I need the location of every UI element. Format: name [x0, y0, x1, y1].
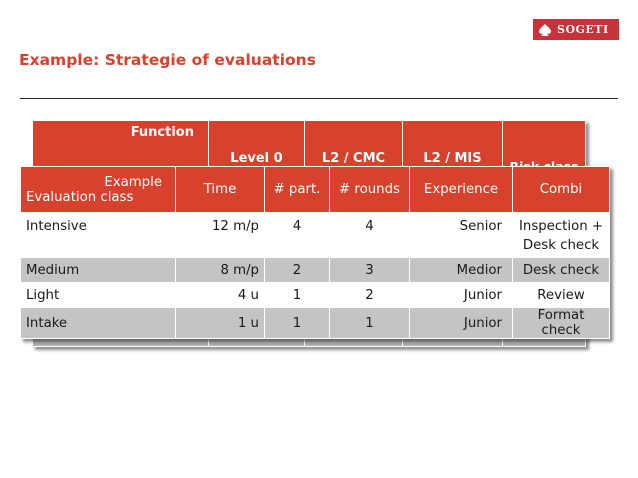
- cell-rounds: 4: [330, 213, 410, 258]
- corner-header: [21, 167, 176, 213]
- cell-time: 4 u: [176, 283, 265, 308]
- cell-participants: 4: [265, 213, 330, 258]
- cell-class: Light: [21, 283, 176, 308]
- cell-experience: Medior: [410, 258, 513, 283]
- cell-participants: 1: [265, 308, 330, 339]
- evaluation-class-label: Evaluation class: [26, 189, 134, 205]
- table-header-row: [21, 167, 610, 213]
- cell-class: Intensive: [21, 213, 176, 258]
- cell-experience: Senior: [410, 213, 513, 258]
- cell-participants: 2: [265, 258, 330, 283]
- cell-time: 8 m/p: [176, 258, 265, 283]
- table-row: [21, 258, 610, 283]
- cell-combi: Desk check: [513, 258, 610, 283]
- example-label: Example: [104, 174, 162, 190]
- cell-combi: [513, 213, 610, 258]
- cell-experience: Junior: [410, 308, 513, 339]
- l2-mis-label: L2 / MIS: [423, 151, 482, 166]
- table-row: [21, 308, 610, 339]
- cell-combi: Format check: [513, 308, 610, 339]
- col-header-experience: Experience: [410, 167, 513, 213]
- col-header-participants: # part.: [265, 167, 330, 213]
- combi-line2: Desk check: [522, 238, 600, 253]
- level0-label: Level 0: [230, 151, 283, 166]
- cell-participants: 1: [265, 283, 330, 308]
- function-label: Function: [130, 125, 194, 140]
- logo-text: SOGETI: [557, 23, 609, 36]
- cell-rounds: 1: [330, 308, 410, 339]
- spade-icon: [533, 19, 557, 40]
- table-row: [21, 283, 610, 308]
- title-divider: [20, 98, 618, 99]
- cell-rounds: 3: [330, 258, 410, 283]
- cell-time: 12 m/p: [176, 213, 265, 258]
- cell-time: 1 u: [176, 308, 265, 339]
- cell-class: Intake: [21, 308, 176, 339]
- col-header-time: Time: [176, 167, 265, 213]
- col-header-rounds: # rounds: [330, 167, 410, 213]
- cell-combi: Review: [513, 283, 610, 308]
- l2-cmc-label: L2 / CMC: [321, 151, 386, 166]
- cell-class: Medium: [21, 258, 176, 283]
- sogeti-logo: [533, 19, 619, 40]
- cell-rounds: 2: [330, 283, 410, 308]
- page-title: Example: Strategie of evaluations: [19, 51, 316, 69]
- evaluation-class-table: [20, 166, 610, 339]
- cell-experience: Junior: [410, 283, 513, 308]
- table-row: [21, 213, 610, 258]
- col-header-combi: Combi: [513, 167, 610, 213]
- combi-line1: Inspection +: [518, 219, 604, 234]
